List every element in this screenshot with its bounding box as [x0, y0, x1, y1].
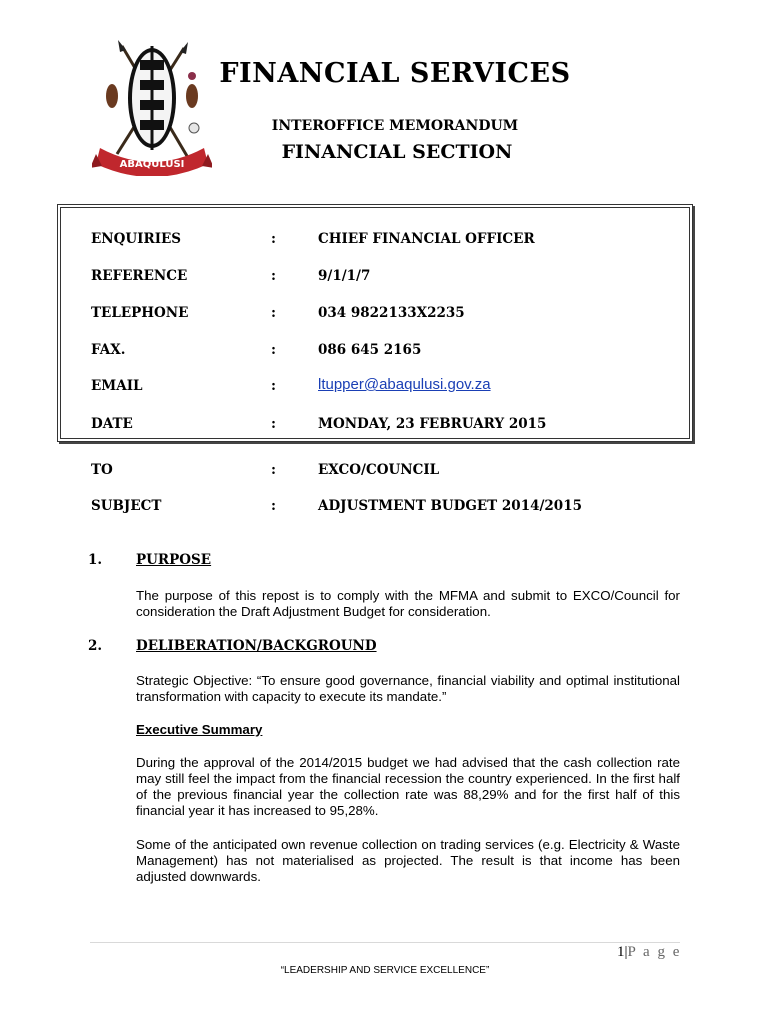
section-2-number: 2.	[88, 638, 103, 654]
email-colon: :	[271, 378, 276, 394]
to-colon: :	[271, 462, 276, 478]
email-label: EMAIL	[91, 378, 143, 394]
document-subtitle: INTEROFFICE MEMORANDUM	[271, 118, 519, 134]
to-label: TO	[91, 462, 113, 478]
page-number-value: 1	[617, 944, 625, 960]
executive-summary-paragraph: During the approval of the 2014/2015 budget we had advised that the cash collection rate may still feel the impact from the financial recession the country experienced. In the first half of the previous financial year the collection rate was 88,29% and for the first half of this financial year it has increased to 95,28%.	[136, 755, 680, 818]
telephone-label: TELEPHONE	[91, 305, 189, 321]
purpose-paragraph: The purpose of this repost is to comply with the MFMA and submit to EXCO/Council for consideration the Draft Adjustment Budget for consideration.	[136, 588, 680, 619]
enquiries-label: ENQUIRIES	[91, 231, 182, 247]
document-title: FINANCIAL SERVICES	[219, 58, 571, 89]
fax-colon: :	[271, 342, 276, 358]
enquiries-value: CHIEF FINANCIAL OFFICER	[318, 231, 535, 247]
telephone-value: 034 9822133X2235	[318, 305, 465, 321]
section-1-number: 1.	[88, 552, 103, 568]
reference-label: REFERENCE	[91, 268, 188, 284]
telephone-colon: :	[271, 305, 276, 321]
page-word: P a g e	[627, 944, 682, 960]
footer-motto: “LEADERSHIP AND SERVICE EXCELLENCE”	[280, 965, 490, 976]
logo-banner-text: ABAQULUSI	[119, 159, 185, 170]
strategic-objective-paragraph: Strategic Objective: “To ensure good governance, financial viability and optimal institutional transformation with capacity to execute its mandate.”	[136, 673, 680, 704]
date-label: DATE	[91, 416, 133, 432]
subject-colon: :	[271, 498, 276, 514]
footer-divider	[90, 942, 680, 943]
reference-value: 9/1/1/7	[318, 268, 371, 284]
enquiries-colon: :	[271, 231, 276, 247]
reference-colon: :	[271, 268, 276, 284]
date-value: MONDAY, 23 FEBRUARY 2015	[318, 416, 547, 432]
subject-label: SUBJECT	[91, 498, 162, 514]
fax-label: FAX.	[91, 342, 126, 358]
subject-value: ADJUSTMENT BUDGET 2014/2015	[318, 498, 582, 514]
page-number-separator: |	[624, 944, 628, 960]
section-2-title: DELIBERATION/BACKGROUND	[136, 638, 377, 654]
executive-summary-heading: Executive Summary	[136, 722, 263, 737]
revenue-paragraph: Some of the anticipated own revenue collection on trading services (e.g. Electricity & Waste Management) has not materialised as projected. The result is that income has been adjusted downwards.	[136, 837, 680, 884]
email-link[interactable]: ltupper@abaqulusi.gov.za	[318, 376, 491, 393]
to-value: EXCO/COUNCIL	[318, 462, 440, 478]
fax-value: 086 645 2165	[318, 342, 422, 358]
page-number	[617, 944, 681, 961]
section-heading: FINANCIAL SECTION	[281, 141, 513, 163]
section-1-title: PURPOSE	[136, 552, 212, 568]
date-colon: :	[271, 416, 276, 432]
